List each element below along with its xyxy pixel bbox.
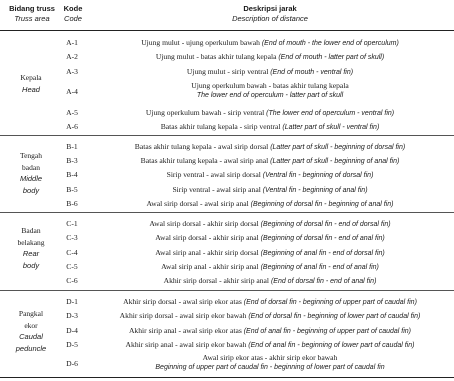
desc-id: Ujung mulut - ujung operkulum bawah	[141, 38, 260, 47]
desc-cell	[86, 170, 454, 181]
area-label-en-2: body	[22, 185, 40, 195]
code-cell: B-5	[66, 185, 78, 194]
desc-cell	[86, 326, 454, 337]
area-label-en: Head	[22, 84, 40, 94]
area-label-en-2: body	[22, 260, 40, 270]
desc-en: (The lower end of operculum - ventral fin)	[266, 110, 395, 117]
desc-id: Ujung mulut - batas akhir tulang kepala	[155, 52, 277, 61]
desc-en: (End of anal fin - beginning of lower part of caudal fin)	[248, 342, 415, 349]
desc-en: (End of mouth - ventral fin)	[270, 69, 354, 76]
code-cell: B-1	[66, 142, 78, 151]
code-cell: A-1	[66, 38, 78, 47]
desc-id: Batas akhir tulang kepala - awal sirip anal	[140, 156, 269, 165]
area-label-id: Badan	[21, 226, 41, 235]
header-code	[60, 4, 86, 24]
desc-en: (Beginning of dorsal fin - end of anal fin)	[260, 235, 385, 242]
desc-id: Batas akhir tulang kepala - awal sirip dorsal	[134, 142, 269, 151]
header-area-id: Bidang truss	[9, 4, 55, 13]
desc-id: Batas akhir tulang kepala - sirip ventral	[160, 122, 281, 131]
desc-cell	[86, 311, 454, 322]
code-cell: A-3	[66, 67, 78, 76]
area-label-id-2: belakang	[17, 237, 45, 247]
header-rule	[0, 30, 454, 31]
area-label-id: Tengah	[20, 151, 42, 160]
desc-cell	[86, 122, 454, 133]
desc-en: (Beginning of anal fin - end of dorsal fin)	[260, 250, 385, 257]
area-label-id-2: badan	[22, 162, 40, 172]
desc-en: (End of dorsal fin - beginning of lower part of caudal fin)	[248, 313, 421, 320]
desc-id: Sirip ventral - awal sirip dorsal	[166, 170, 261, 179]
code-cell: C-3	[66, 233, 78, 242]
desc-cell	[86, 297, 454, 308]
desc-en: (End of mouth - latter part of skull)	[278, 54, 385, 61]
code-cell: C-1	[66, 219, 78, 228]
area-head	[0, 72, 62, 95]
desc-id: Awal sirip anal - akhir sirip dorsal	[155, 248, 259, 257]
desc-id: Awal sirip dorsal - akhir sirip dorsal	[149, 219, 259, 228]
area-label-en: Caudal	[19, 332, 43, 341]
desc-cell	[86, 340, 454, 351]
group-divider	[0, 212, 454, 213]
desc-cell	[86, 262, 454, 273]
desc-en: (Latter part of skull - beginning of anal fin)	[270, 158, 400, 165]
desc-id: Akhir sirip dorsal - akhir sirip anal	[163, 276, 270, 285]
area-label-en: Rear	[22, 249, 40, 258]
header-area-en: Truss area	[14, 14, 50, 23]
desc-en: (Latter part of skull - ventral fin)	[282, 124, 380, 131]
desc-cell	[86, 199, 454, 210]
code-cell: D-1	[66, 297, 78, 306]
desc-en: (Beginning of dorsal fin - beginning of anal fin)	[250, 201, 394, 208]
area-middle-body	[0, 150, 62, 196]
desc-en: (End of mouth - the lower end of operculum)	[261, 40, 399, 47]
desc-id: Ujung operkulum bawah - sirip ventral	[145, 108, 265, 117]
desc-cell	[86, 248, 454, 259]
area-label-id-2: ekor	[24, 320, 38, 330]
code-cell: C-6	[66, 276, 78, 285]
code-cell: D-3	[66, 311, 78, 320]
header-desc-en: Description of distance	[232, 14, 308, 23]
desc-en: (Beginning of dorsal fin - end of dorsal fin)	[260, 221, 391, 228]
desc-cell	[86, 353, 454, 372]
desc-cell	[86, 276, 454, 287]
code-cell: B-4	[66, 170, 78, 179]
code-cell: C-4	[66, 248, 78, 257]
desc-id: Ujung operkulum bawah - batas akhir tulang kepala	[191, 81, 349, 90]
bottom-rule	[0, 377, 454, 378]
desc-id: Akhir sirip dorsal - awal sirip ekor bawah	[119, 311, 247, 320]
group-divider	[0, 135, 454, 136]
code-cell: B-6	[66, 199, 78, 208]
desc-cell	[86, 52, 454, 63]
code-cell: D-6	[66, 359, 78, 368]
desc-en: (End of dorsal fin - end of anal fin)	[270, 278, 377, 285]
desc-en: (End of dorsal fin - beginning of upper part of caudal fin)	[243, 299, 417, 306]
desc-en: (Ventral fin - beginning of anal fin)	[262, 187, 368, 194]
area-rear-body	[0, 225, 62, 271]
desc-en: (End of anal fin - beginning of upper part of caudal fin)	[243, 328, 412, 335]
header-code-id: Kode	[63, 4, 83, 13]
code-cell: B-3	[66, 156, 78, 165]
desc-cell	[86, 108, 454, 119]
desc-id: Akhir sirip anal - awal sirip ekor atas	[128, 326, 242, 335]
area-label-id: Kepala	[20, 73, 42, 82]
area-label-id: Pangkal	[18, 309, 44, 318]
desc-en: (Ventral fin - beginning of dorsal fin)	[262, 172, 374, 179]
code-cell: C-5	[66, 262, 78, 271]
desc-cell	[86, 185, 454, 196]
desc-id: Awal sirip dorsal - akhir sirip anal	[155, 233, 259, 242]
code-cell: D-5	[66, 340, 78, 349]
header-desc	[86, 4, 454, 24]
code-cell: A-5	[66, 108, 78, 117]
desc-cell	[86, 142, 454, 153]
area-label-en: Middle	[19, 174, 43, 183]
desc-cell	[86, 38, 454, 49]
code-cell: A-4	[66, 87, 78, 96]
desc-id: Akhir sirip dorsal - awal sirip ekor atas	[123, 297, 242, 306]
header-code-en: Code	[64, 14, 82, 23]
desc-cell	[86, 81, 454, 100]
area-caudal-peduncle	[0, 308, 62, 354]
header-desc-id: Deskripsi jarak	[243, 4, 297, 13]
code-cell: A-6	[66, 122, 78, 131]
area-label-en-2: peduncle	[15, 343, 47, 353]
desc-en: The lower end of operculum - latter part of skull	[196, 91, 344, 99]
desc-en: (Latter part of skull - beginning of dorsal fin)	[270, 144, 406, 151]
desc-cell	[86, 156, 454, 167]
header-area	[2, 4, 62, 24]
desc-id: Awal sirip anal - akhir sirip anal	[161, 262, 259, 271]
desc-en: (Beginning of anal fin - end of anal fin)	[260, 264, 379, 271]
desc-en: Beginning of upper part of caudal fin - beginning of lower part of caudal fin	[155, 363, 385, 371]
code-cell: D-4	[66, 326, 78, 335]
desc-id: Awal sirip dorsal - awal sirip anal	[146, 199, 249, 208]
code-cell: A-2	[66, 52, 78, 61]
desc-id: Awal sirip ekor atas - akhir sirip ekor bawah	[202, 353, 338, 362]
desc-cell	[86, 219, 454, 230]
desc-id: Ujung mulut - sirip ventral	[186, 67, 269, 76]
group-divider	[0, 290, 454, 291]
desc-id: Akhir sirip anal - awal sirip ekor bawah	[125, 340, 247, 349]
desc-id: Sirip ventral - awal sirip anal	[172, 185, 261, 194]
desc-cell	[86, 67, 454, 78]
desc-cell	[86, 233, 454, 244]
